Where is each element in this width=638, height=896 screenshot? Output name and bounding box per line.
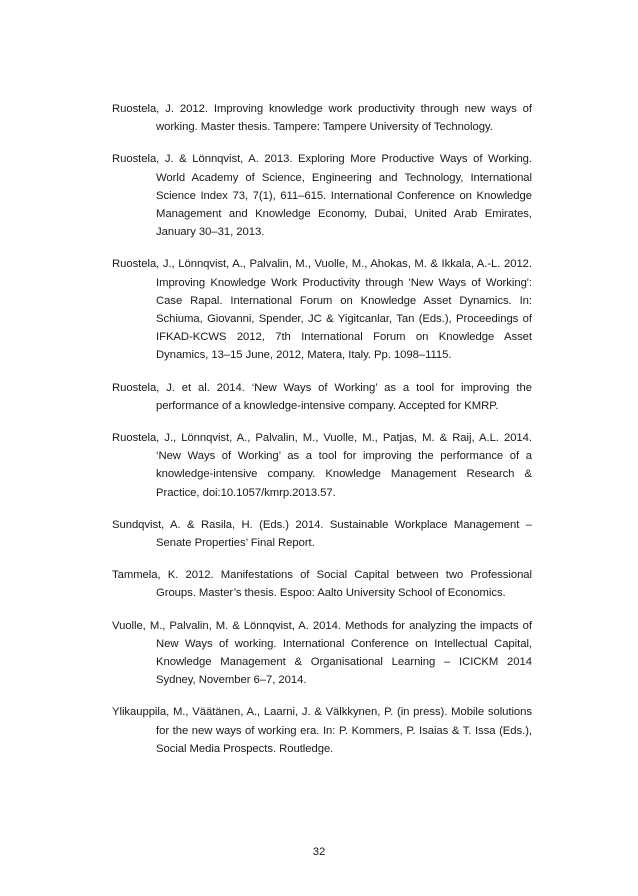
reference-entry: Ruostela, J. et al. 2014. ‘New Ways of Working’ as a tool for improving the performance of a knowledge-intensive company. Accepted for KMRP. bbox=[112, 381, 532, 412]
reference-entry: Ruostela, J. & Lönnqvist, A. 2013. Exploring More Productive Ways of Working. World Academy of Science, Engineering and Technology, International Science Index 73, 7(1), 611–615. International Conference on Knowledge Management and Knowledge Economy, Dubai, United Arab Emirates, January 30–31, 2013. bbox=[112, 153, 532, 239]
page-number: 32 bbox=[312, 846, 326, 858]
reference-list bbox=[112, 100, 532, 772]
reference-entry: Vuolle, M., Palvalin, M. & Lönnqvist, A. 2014. Methods for analyzing the impacts of New Ways of working. International Conference on Intellectual Capital, Knowledge Management & Organisational Learning – ICICKM 2014 Sydney, November 6–7, 2014. bbox=[112, 619, 532, 687]
reference-entry: Tammela, K. 2012. Manifestations of Social Capital between two Professional Groups. Master’s thesis. Espoo: Aalto University School of Economics. bbox=[112, 569, 532, 600]
reference-entry: Sundqvist, A. & Rasila, H. (Eds.) 2014. Sustainable Workplace Management – Senate Properties’ Final Report. bbox=[112, 518, 532, 550]
reference-entry: Ylikauppila, M., Väätänen, A., Laarni, J. & Välkkynen, P. (in press). Mobile solutions for the new ways of working era. In: P. Kommers, P. Isaias & T. Issa (Eds.), Social Media Prospects. Routledge. bbox=[112, 706, 532, 755]
reference-entry: Ruostela, J., Lönnqvist, A., Palvalin, M., Vuolle, M., Ahokas, M. & Ikkala, A.-L. 2012. Improving Knowledge Work Productivity through 'New Ways of Working': Case Rapal. International Forum on Knowledge Asset Dynamics. In: Schiuma, Giovanni, Spender, JC & Yigitcanlar, Tan (Eds.), Proceedings of IFKAD-KCWS 2012, 7th International Forum on Knowledge Asset Dynamics, 13–15 June, 2012, Matera, Italy. Pp. 1098–1115. bbox=[112, 258, 532, 362]
reference-entry: Ruostela, J. 2012. Improving knowledge work productivity through new ways of working. Master thesis. Tampere: Tampere University of Technology. bbox=[112, 103, 532, 134]
reference-entry: Ruostela, J., Lönnqvist, A., Palvalin, M., Vuolle, M., Patjas, M. & Raij, A.L. 2014. ‘New Ways of Working’ as a tool for improving the performance of a knowledge-intensive company. Knowledge Management Research & Practice, doi:10.1057/kmrp.2013.57. bbox=[112, 432, 532, 499]
